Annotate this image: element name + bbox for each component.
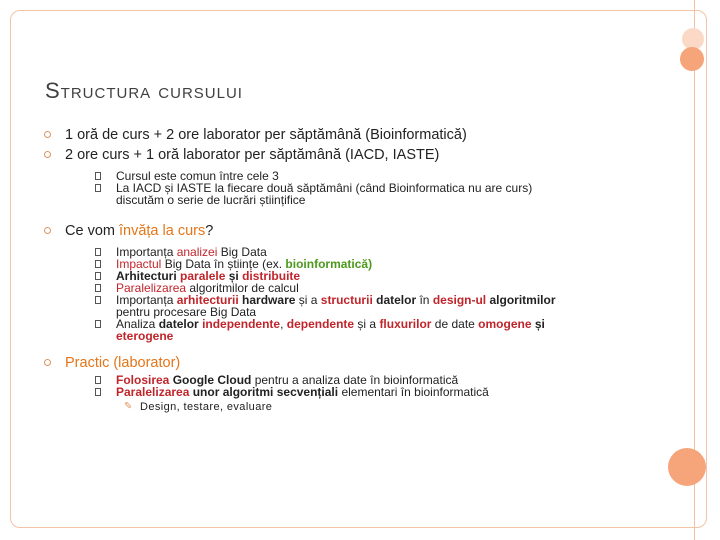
circle-bullet-icon: [44, 131, 51, 138]
bullet-item-learn: [44, 222, 644, 240]
highlight-text: arhitecturii: [176, 293, 239, 307]
square-bullet-icon: [95, 388, 101, 396]
sub-text: de date: [431, 317, 479, 331]
decorative-circle-bottom: [668, 448, 706, 486]
square-bullet-icon: [95, 248, 101, 256]
bullet-item-schedule-bio: [44, 126, 644, 144]
decorative-circle-top: [680, 47, 704, 71]
sub-text: Arhitecturi: [116, 269, 181, 283]
bullet-item-practice: [44, 354, 644, 372]
highlight-text: paralele: [180, 269, 226, 283]
circle-bullet-icon: [44, 359, 51, 366]
highlight-text: Paralelizarea: [116, 385, 190, 399]
highlight-text: analizei: [176, 245, 218, 259]
sub-text: și a: [354, 317, 380, 331]
sub-text: în: [416, 293, 433, 307]
sub-text-cont: discutăm o serie de lucrări științifice: [116, 193, 306, 207]
sub-sub-text: Design, testare, evaluare: [140, 401, 273, 413]
sub-text: datelor: [372, 293, 417, 307]
bullet-text: Ce vom: [65, 223, 119, 239]
sub-sub-item-design: [124, 400, 644, 414]
highlight-text: fluxurilor: [379, 317, 432, 331]
sub-text: Importanța: [116, 245, 177, 259]
sub-text: pentru a analiza date în bioinformatică: [251, 373, 459, 387]
highlight-text: Paralelizarea: [116, 281, 187, 295]
highlight-text: eterogene: [116, 329, 174, 343]
square-bullet-icon: [95, 172, 101, 180]
sub-text: algoritmilor de calcul: [186, 281, 299, 295]
highlight-text: Practic (laborator): [65, 355, 181, 371]
square-bullet-icon: [95, 376, 101, 384]
sub-text: datelor: [158, 317, 199, 331]
sub-item-hardware: [95, 294, 644, 318]
highlight-text: bioinformatică): [285, 257, 373, 271]
square-bullet-icon: [95, 320, 101, 328]
sub-text: și a: [295, 293, 321, 307]
sub-text: Cursul este comun între cele 3: [116, 169, 279, 183]
highlight-text: dependente: [286, 317, 355, 331]
highlight-text: structurii: [320, 293, 373, 307]
sub-text: și: [225, 269, 243, 283]
sub-text: Big Data în științe (ex.: [161, 257, 286, 271]
bullet-text-end: ?: [205, 223, 214, 239]
sub-text: Big Data: [217, 245, 267, 259]
sub-text: Analiza: [116, 317, 159, 331]
highlight-text: învăța la curs: [119, 223, 206, 239]
square-bullet-icon: [95, 272, 101, 280]
highlight-text: independente: [202, 317, 281, 331]
square-bullet-icon: [95, 296, 101, 304]
sub-text: și: [531, 317, 545, 331]
sub-text: Google Cloud: [169, 373, 252, 387]
square-bullet-icon: [95, 260, 101, 268]
highlight-text: Impactul: [116, 257, 162, 271]
sub-text-cont: pentru procesare Big Data: [116, 305, 257, 319]
sub-item-data-analysis: [95, 318, 644, 342]
sub-text: La IACD și IASTE la fiecare două săptămâni (când Bioinformatica nu are curs): [116, 181, 533, 195]
circle-bullet-icon: [44, 227, 51, 234]
square-bullet-icon: [95, 184, 101, 192]
sub-item-papers: [95, 182, 644, 206]
sub-text: ,: [280, 317, 287, 331]
sub-item-algorithms: [95, 386, 644, 398]
bullet-text: 1 oră de curs + 2 ore laborator per săptămână (Bioinformatică): [65, 127, 467, 143]
slide-title: Structura cursului: [45, 78, 243, 103]
bullet-item-schedule-iacd: [44, 146, 644, 164]
highlight-text: design-ul: [432, 293, 487, 307]
circle-bullet-icon: [44, 151, 51, 158]
slide-content: [44, 126, 644, 414]
bullet-text: 2 ore curs + 1 oră laborator per săptămână (IACD, IASTE): [65, 147, 440, 163]
sub-text: algoritmilor: [486, 293, 556, 307]
highlight-text: omogene: [478, 317, 532, 331]
highlight-text: distribuite: [242, 269, 301, 283]
square-bullet-icon: [95, 284, 101, 292]
pen-icon: ✎: [124, 401, 133, 412]
highlight-text: Folosirea: [116, 373, 170, 387]
sub-text: Importanța: [116, 293, 177, 307]
sub-text: elementari în bioinformatică: [338, 385, 489, 399]
sub-text: hardware: [238, 293, 296, 307]
sub-text: unor algoritmi secvențiali: [189, 385, 339, 399]
